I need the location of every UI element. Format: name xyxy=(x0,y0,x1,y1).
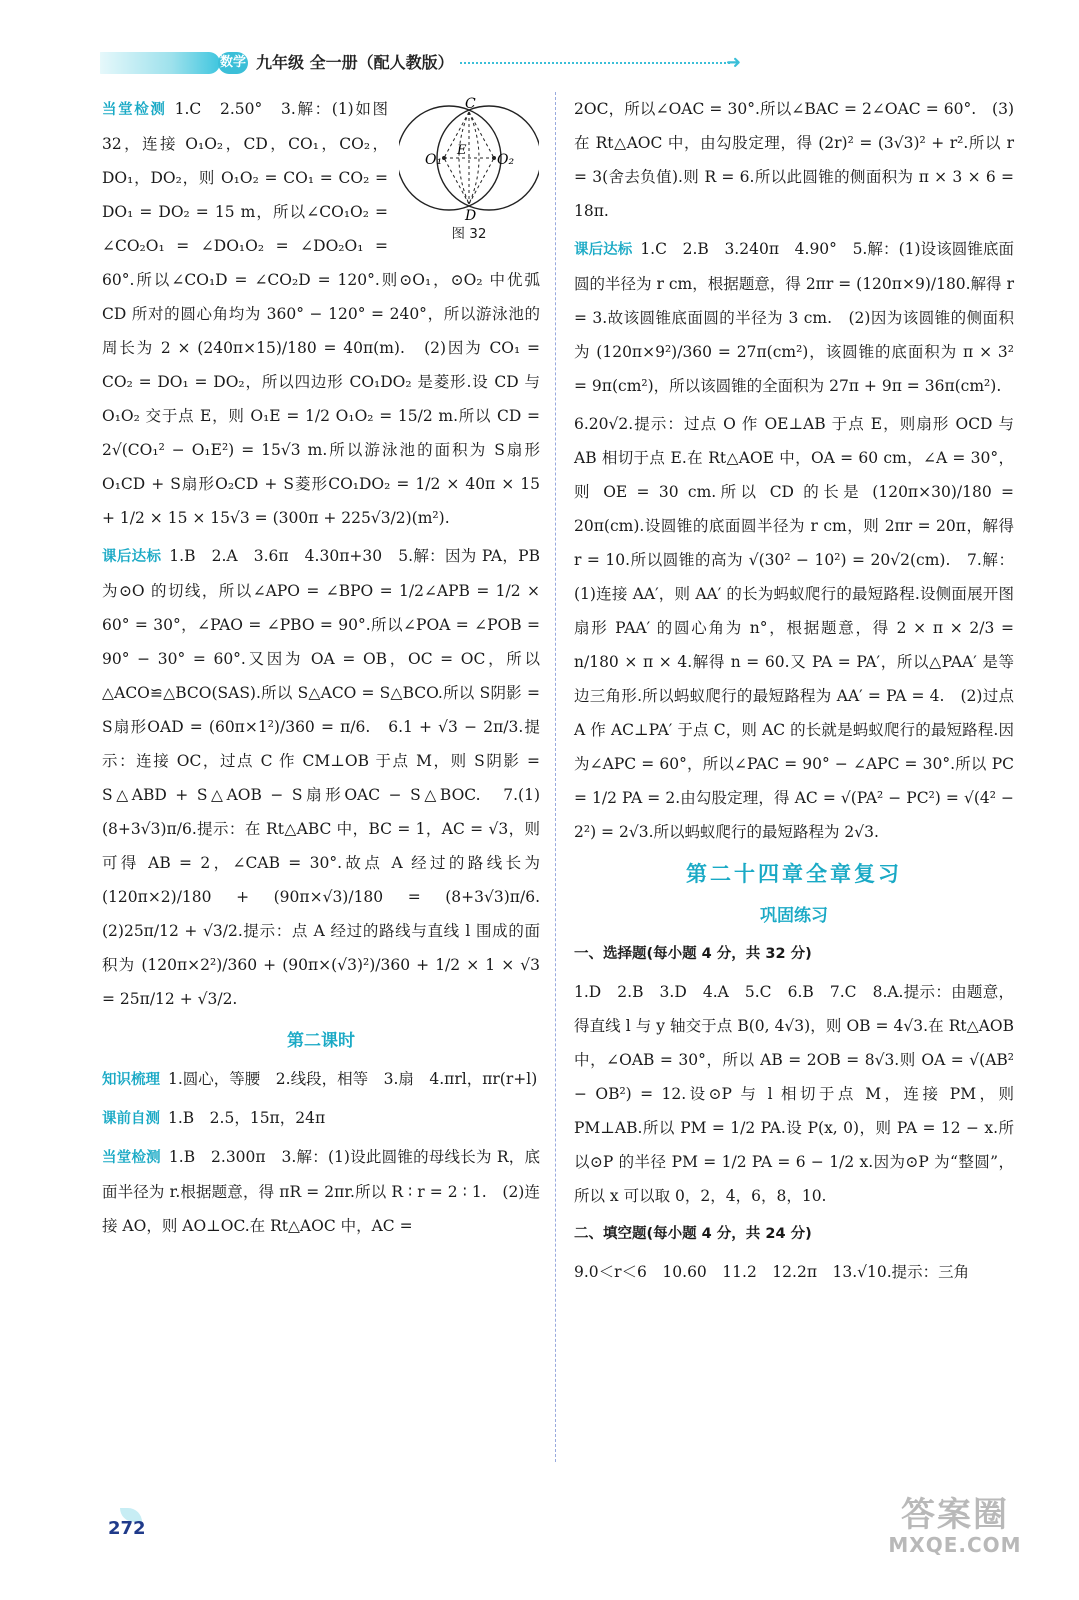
watermark-url: MXQE.COM xyxy=(888,1533,1022,1557)
answer-block xyxy=(574,232,1014,403)
section-heading: 第二课时 xyxy=(287,1031,355,1051)
section-tag: 课前自测 xyxy=(102,1111,160,1127)
label-d: D xyxy=(465,208,477,224)
section-tag: 课后达标 xyxy=(574,242,633,258)
figure-caption: 图 32 xyxy=(451,226,487,242)
section-tag: 当堂检测 xyxy=(102,1150,161,1166)
label-o1: O₁ xyxy=(425,152,443,168)
answer-text: 1.D 2.B 3.D 4.A 5.C 6.B 7.C 8.A.提示：由题意，得直线 l 与 y 轴交于点 B(0, 4√3)，则 OB = 4√3.在 Rt△AOB 中，∠OAB = 30°，所以 AB = 2OB = 8√3.则 OA = √(AB² − OB²) = 12.设⊙P 与 l 相切于点 M，连接 PM，则 PM⊥AB.所以 PM = 1/2 PA.设 P(x, 0)，则 PA = 12 − x.所以⊙P 的半径 PM = 1/2 PA = 6 − 1/2 x.因为⊙P 为“整圆”，所以 x 可以取 0，2，4，6，8，10. xyxy=(574,983,1014,1205)
watermark xyxy=(880,1495,1030,1580)
answer-text: 2OC，所以∠OAC = 30°.所以∠BAC = 2∠OAC = 60°. (3)在 Rt△AOC 中，由勾股定理，得 (2r)² = (3√3)² + r².所以 r = 3(舍去负值).则 R = 6.所以此圆锥的侧面积为 π × 3 × 6 = 18π. xyxy=(574,100,1014,220)
page-header xyxy=(100,44,760,84)
question-group-heading: 二、填空题(每小题 4 分，共 24 分) xyxy=(574,1226,812,1242)
label-e: E xyxy=(457,143,467,158)
answer-block xyxy=(574,92,1014,228)
answer-text: 1.圆心，等腰 2.线段，相等 3.扇 4.πrl，πr(r+l) xyxy=(168,1070,538,1088)
book-title: 九年级 全一册（配人教版） xyxy=(256,53,454,72)
answer-text: 6.20√2.提示：过点 O 作 OE⊥AB 于点 E，则扇形 OCD 与 AB 相切于点 E.在 Rt△AOE 中，OA = 60 cm，∠A = 30°，则 OE = 30 cm.所以 CD 的长是 (120π×30)/180 = 20π(cm).设圆锥的底面圆半径为 r cm，则 2πr = 20π，解得 r = 10.所以圆锥的高为 √(30² − 10²) = 20√2(cm). 7.解：(1)连接 AA′，则 AA′ 的长为蚂蚁爬行的最短路程.设侧面展开图扇形 PAA′ 的圆心角为 n°，根据题意，得 2 × π × 2/3 = n/180 × π × 4.解得 n = 60.又 PA = PA′，所以△PAA′ 是等边三角形.所以蚂蚁爬行的最短路程为 AA′ = PA = 4. (2)过点 A 作 AC⊥PA′ 于点 C，则 AC 的长就是蚂蚁爬行的最短路程.因为∠APC = 60°，所以∠PAC = 90° − ∠APC = 30°.所以 PC = 1/2 PA = 2.由勾股定理，得 AC = √(PA² − PC²) = √(4² − 2²) = 2√3.所以蚂蚁爬行的最短路程为 2√3. xyxy=(574,415,1014,841)
section-tag: 知识梳理 xyxy=(102,1072,160,1088)
column-divider xyxy=(555,92,556,1462)
subject-badge: 数学 xyxy=(218,52,248,74)
answer-text: 1.B 2.300π 3.解：(1)设此圆锥的母线长为 R，底面半径为 r.根据题意，得 πR = 2πr.所以 R ∶ r = 2 ∶ 1. (2)连接 AO，则 AO⊥OC.在 Rt△AOC 中，AC = xyxy=(102,1148,540,1235)
section-tag: 课后达标 xyxy=(102,549,162,565)
answer-text: 1.C 2.B 3.240π 4.90° 5.解：(1)设该圆锥底面圆的半径为 r cm，根据题意，得 2πr = (120π×9)/180.解得 r = 3.故该圆锥底面圆的半径为 3 cm. (2)因为该圆锥的侧面积为 (120π×9²)/360 = 27π(cm²)，该圆锥的底面积为 π × 3² = 9π(cm²)，所以该圆锥的全面积为 27π + 9π = 36π(cm²). xyxy=(574,240,1014,395)
label-c: C xyxy=(465,96,476,112)
answer-block xyxy=(102,1140,540,1243)
answer-block xyxy=(102,1101,540,1136)
answer-block xyxy=(102,539,556,1016)
header-dotted-line xyxy=(460,62,730,64)
section-heading: 巩固练习 xyxy=(760,906,828,926)
answer-text: 1.C 2.50° 3.解：(1)如图 32，连接 O₁O₂，CD，CO₁，CO₂，DO₁，DO₂，则 O₁O₂ = CO₁ = CO₂ = DO₁ = DO₂ = 15 m，所以∠CO₁O₂ = ∠CO₂O₁ = ∠DO₁O₂ = ∠DO₂O₁ = 60°.所以∠CO₁D = ∠CO₂D = 120°.则⊙O₁，⊙O₂ 中优弧 CD 所对的圆心角均为 360° − 120° = 240°，所以游泳池的周长为 2 × (240π×15)/180 = 40π(m). (2)因为 CO₁ = CO₂ = DO₁ = DO₂，所以四边形 CO₁DO₂ 是菱形.设 CD 与 O₁O₂ 交于点 E，则 O₁E = 1/2 O₁O₂ = 15/2 m.所以 CD = 2√(CO₁² − O₁E²) = 15√3 m.所以游泳池的面积为 S扇形O₁CD + S扇形O₂CD + S菱形CO₁DO₂ = 1/2 × 40π × 15 + 1/2 × 15 × 15√3 = (300π + 225√3/2)(m²). xyxy=(102,100,540,527)
two-circles-diagram xyxy=(399,92,539,224)
left-column xyxy=(102,92,556,1247)
watermark-text: 答案圈 xyxy=(901,1495,1009,1535)
answer-text: 9.0＜r＜6 10.60 11.2 12.2π 13.√10.提示：三角 xyxy=(574,1263,970,1281)
right-column xyxy=(574,92,1014,1293)
question-group-heading: 一、选择题(每小题 4 分，共 32 分) xyxy=(574,946,812,962)
answer-text: 1.B 2.A 3.6π 4.30π+30 5.解：因为 PA，PB 为⊙O 的切线，所以∠APO = ∠BPO = 1/2∠APB = 1/2 × 60° = 30°，∠PAO = ∠PBO = 90°.所以∠POA = ∠POB = 90° − 30° = 60°.又因为 OA = OB，OC = OC，所以△ACO≌△BCO(SAS).所以 S△ACO = S△BCO.所以 S阴影 = S扇形OAD = (60π×1²)/360 = π/6. 6.1 + √3 − 2π/3.提示：连接 OC，过点 C 作 CM⊥OB 于点 M，则 S阴影 = S△ABD + S△AOB − S扇形OAC − S△BOC. 7.(1)(8+3√3)π/6.提示：在 Rt△ABC 中，BC = 1，AC = √3，则可得 AB = 2，∠CAB = 30°.故点 A 经过的路线长为 (120π×2)/180 + (90π×√3)/180 = (8+3√3)π/6. (2)25π/12 + √3/2.提示：点 A 经过的路线与直线 l 围成的面积为 (120π×2²)/360 + (90π×(√3)²)/360 + 1/2 × 1 × √3 = 25π/12 + √3/2. xyxy=(102,547,556,1008)
answer-block xyxy=(574,1255,1014,1289)
header-decoration xyxy=(100,52,220,74)
answer-block xyxy=(574,975,1014,1213)
figure-32 xyxy=(398,92,540,252)
page-number: 272 xyxy=(108,1518,146,1539)
answer-block xyxy=(102,1062,540,1097)
answer-text: 1.B 2.5，15π，24π xyxy=(168,1109,326,1127)
section-tag: 当堂检测 xyxy=(102,102,167,118)
arrow-icon: ➜ xyxy=(726,52,742,73)
answer-block xyxy=(574,407,1014,849)
chapter-heading: 第二十四章全章复习 xyxy=(686,861,902,886)
label-o2: O₂ xyxy=(497,152,515,168)
